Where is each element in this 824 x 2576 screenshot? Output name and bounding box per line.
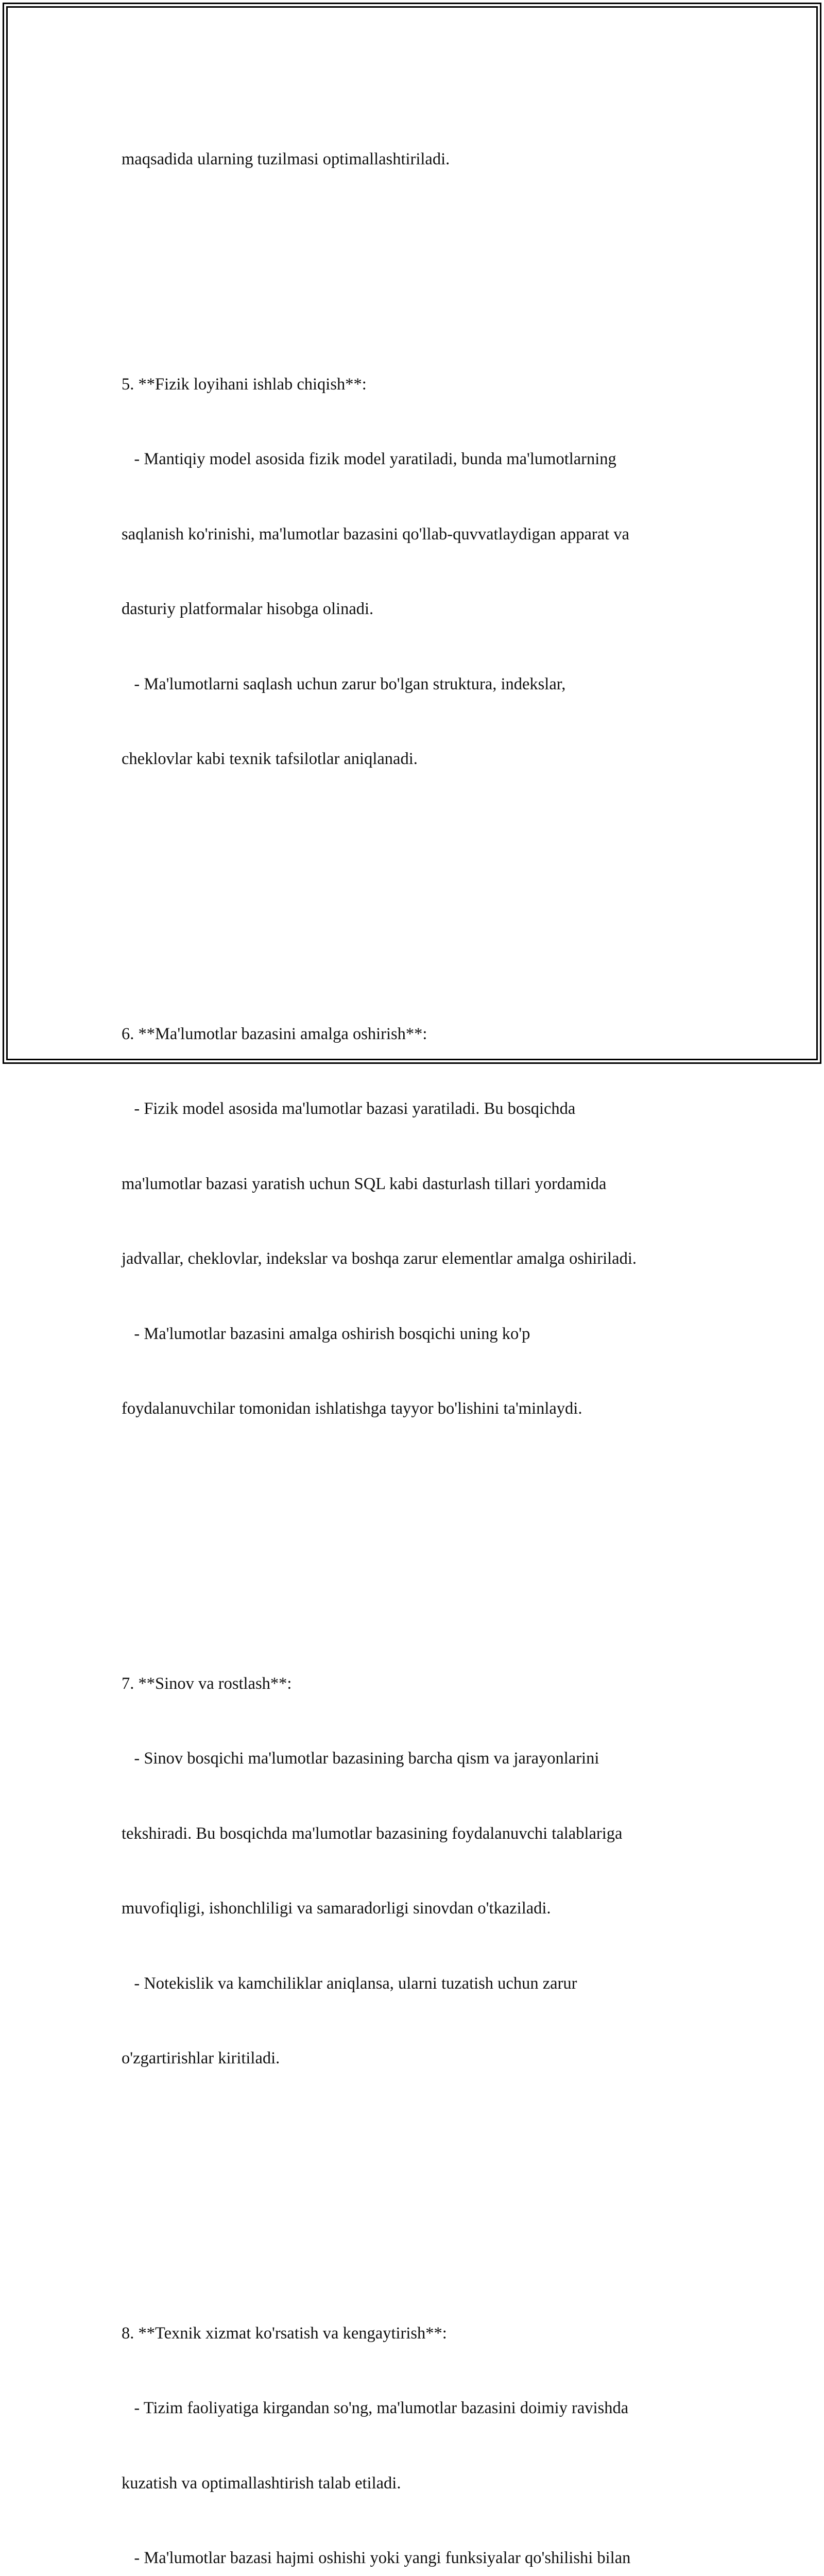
section-line: cheklovlar kabi texnik tafsilotlar aniqlanadi. — [122, 747, 740, 772]
section-line: saqlanish ko'rinishi, ma'lumotlar bazasini qo'llab-quvvatlaydigan apparat va — [122, 522, 740, 547]
intro-tail-line: maqsadida ularning tuzilmasi optimallashtiriladi. — [122, 147, 740, 172]
section-6 — [122, 972, 740, 1471]
section-5 — [122, 322, 740, 822]
section-line: - Tizim faoliyatiga kirgandan so'ng, ma'lumotlar bazasini doimiy ravishda — [122, 2396, 740, 2421]
paragraph-gap — [122, 222, 740, 247]
section-7 — [122, 1621, 740, 2121]
paragraph-gap — [122, 872, 740, 897]
section-line: foydalanuvchilar tomonidan ishlatishga tayyor bo'lishini ta'minlaydi. — [122, 1396, 740, 1421]
section-line: ma'lumotlar bazasi yaratish uchun SQL kabi dasturlash tillari yordamida — [122, 1172, 740, 1197]
section-heading: 7. **Sinov va rostlash**: — [122, 1671, 740, 1697]
section-line: kuzatish va optimallashtirish talab etiladi. — [122, 2471, 740, 2496]
section-line: jadvallar, cheklovlar, indekslar va boshqa zarur elementlar amalga oshiriladi. — [122, 1246, 740, 1272]
section-8 — [122, 2271, 740, 2576]
section-line: dasturiy platformalar hisobga olinadi. — [122, 597, 740, 622]
document-body — [122, 97, 740, 2576]
section-heading: 6. **Ma'lumotlar bazasini amalga oshirish**: — [122, 1022, 740, 1047]
paragraph-gap — [122, 1521, 740, 1547]
section-line: - Ma'lumotlar bazasi hajmi oshishi yoki yangi funksiyalar qo'shilishi bilan — [122, 2546, 740, 2571]
section-line: o'zgartirishlar kiritiladi. — [122, 2046, 740, 2071]
section-line: muvofiqligi, ishonchliligi va samaradorligi sinovdan o'tkaziladi. — [122, 1896, 740, 1921]
section-line: tekshiradi. Bu bosqichda ma'lumotlar bazasining foydalanuvchi talablariga — [122, 1821, 740, 1846]
section-heading: 5. **Fizik loyihani ishlab chiqish**: — [122, 372, 740, 397]
section-heading: 8. **Texnik xizmat ko'rsatish va kengaytirish**: — [122, 2321, 740, 2346]
paragraph-gap — [122, 2171, 740, 2196]
section-line: - Ma'lumotlar bazasini amalga oshirish bosqichi uning ko'p — [122, 1321, 740, 1347]
section-line: - Mantiqiy model asosida fizik model yaratiladi, bunda ma'lumotlarning — [122, 447, 740, 472]
section-line: - Sinov bosqichi ma'lumotlar bazasining barcha qism va jarayonlarini — [122, 1746, 740, 1771]
section-line: - Fizik model asosida ma'lumotlar bazasi yaratiladi. Bu bosqichda — [122, 1096, 740, 1122]
section-line: - Notekislik va kamchiliklar aniqlansa, ularni tuzatish uchun zarur — [122, 1971, 740, 1996]
section-line: - Ma'lumotlarni saqlash uchun zarur bo'lgan struktura, indekslar, — [122, 672, 740, 697]
